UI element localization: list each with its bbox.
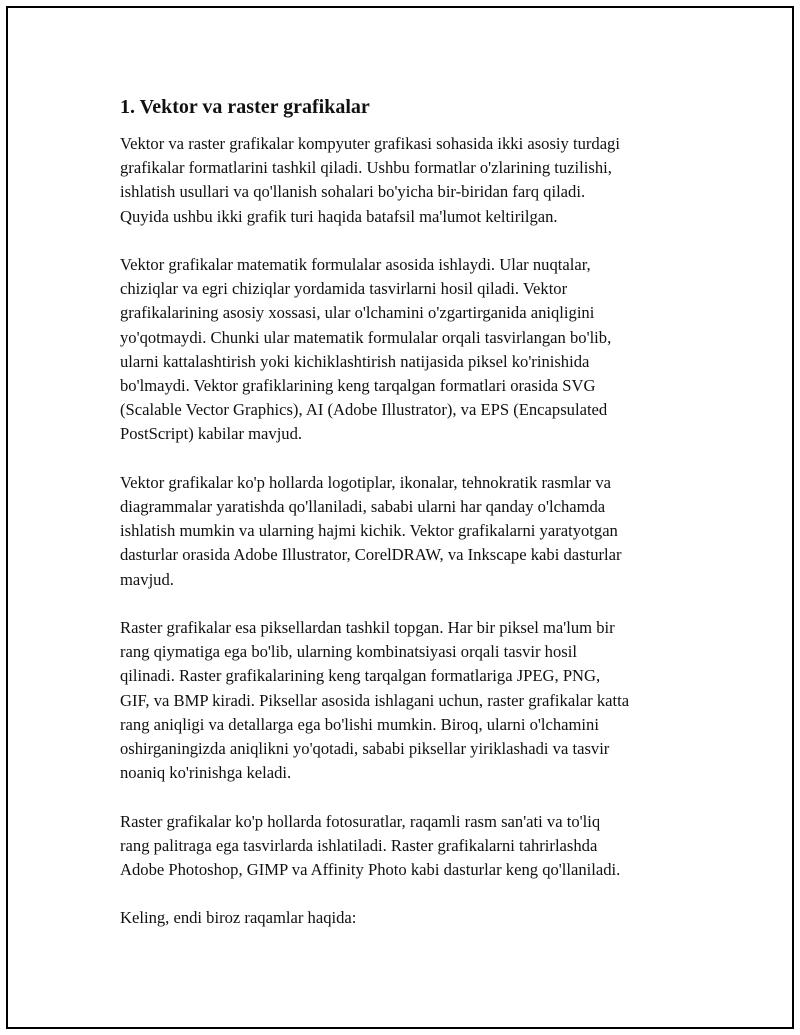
- text-line: Vektor va raster grafikalar kompyuter grafikasi sohasida ikki asosiy turdagi: [120, 134, 620, 153]
- text-line: rang palitraga ega tasvirlarda ishlatiladi. Raster grafikalarni tahrirlashda: [120, 835, 598, 855]
- section-heading: 1. Vektor va raster grafikalar: [120, 96, 370, 118]
- page-frame: [6, 6, 794, 1029]
- text-line: Quyida ushbu ikki grafik turi haqida batafsil ma'lumot keltirilgan.: [120, 206, 558, 226]
- paragraph: [120, 810, 695, 883]
- text-line: Raster grafikalar esa piksellardan tashkil topgan. Har bir piksel ma'lum bir: [120, 618, 615, 638]
- paragraph: [120, 471, 695, 592]
- text-line: grafikalarining asosiy xossasi, ular o'lchamini o'zgartirganida aniqligini: [120, 303, 595, 323]
- document-body: [120, 94, 695, 955]
- paragraph: [120, 906, 695, 930]
- text-line: rang qiymatiga ega bo'lib, ularning kombinatsiyasi orqali tasvir hosil: [120, 642, 577, 662]
- text-line: yo'qotmaydi. Chunki ular matematik formulalar orqali tasvirlangan bo'lib,: [120, 327, 612, 347]
- text-line: Raster grafikalar ko'p hollarda fotosuratlar, raqamli rasm san'ati va to'liq: [120, 811, 601, 831]
- paragraph: [120, 616, 695, 785]
- paragraph-list: [120, 132, 695, 931]
- text-line: bo'lmaydi. Vektor grafiklarining keng tarqalgan formatlari orasida SVG: [120, 376, 596, 396]
- text-line: mavjud.: [120, 569, 174, 589]
- text-line: chiziqlar va egri chiziqlar yordamida tasvirlarni hosil qiladi. Vektor: [120, 279, 568, 299]
- text-line: qilinadi. Raster grafikalarining keng tarqalgan formatlariga JPEG, PNG,: [120, 666, 601, 686]
- text-line: Vektor grafikalar ko'p hollarda logotiplar, ikonalar, tehnokratik rasmlar va: [120, 472, 612, 492]
- paragraph: [120, 253, 695, 447]
- text-line: dasturlar orasida Adobe Illustrator, CorelDRAW, va Inkscape kabi dasturlar: [120, 545, 622, 565]
- text-line: ularni kattalashtirish yoki kichiklashtirish natijasida piksel ko'rinishida: [120, 351, 590, 371]
- text-line: Keling, endi biroz raqamlar haqida:: [120, 908, 357, 928]
- text-line: Vektor grafikalar matematik formulalar asosida ishlaydi. Ular nuqtalar,: [120, 255, 591, 274]
- text-line: noaniq ko'rinishga keladi.: [120, 763, 292, 783]
- text-line: ishlatish usullari va qo'llanish sohalari bo'yicha bir-biridan farq qiladi.: [120, 182, 586, 202]
- text-line: ishlatish mumkin va ularning hajmi kichik. Vektor grafikalarni yaratyotgan: [120, 521, 618, 541]
- text-line: diagrammalar yaratishda qo'llaniladi, sababi ularni har qanday o'lchamda: [120, 497, 606, 517]
- text-line: oshirganingizda aniqlikni yo'qotadi, sababi piksellar yiriklashadi va tasvir: [120, 739, 610, 759]
- text-line: grafikalar formatlarini tashkil qiladi. Ushbu formatlar o'zlarining tuzilishi,: [120, 158, 612, 178]
- text-line: (Scalable Vector Graphics), AI (Adobe Illustrator), va EPS (Encapsulated: [120, 400, 608, 420]
- text-line: rang aniqligi va detallarga ega bo'lishi mumkin. Biroq, ularni o'lchamini: [120, 714, 599, 734]
- text-line: GIF, va BMP kiradi. Piksellar asosida ishlagani uchun, raster grafikalar katta: [120, 690, 630, 710]
- text-line: PostScript) kabilar mavjud.: [120, 424, 303, 444]
- text-line: Adobe Photoshop, GIMP va Affinity Photo kabi dasturlar keng qo'llaniladi.: [120, 860, 621, 880]
- paragraph: [120, 132, 695, 229]
